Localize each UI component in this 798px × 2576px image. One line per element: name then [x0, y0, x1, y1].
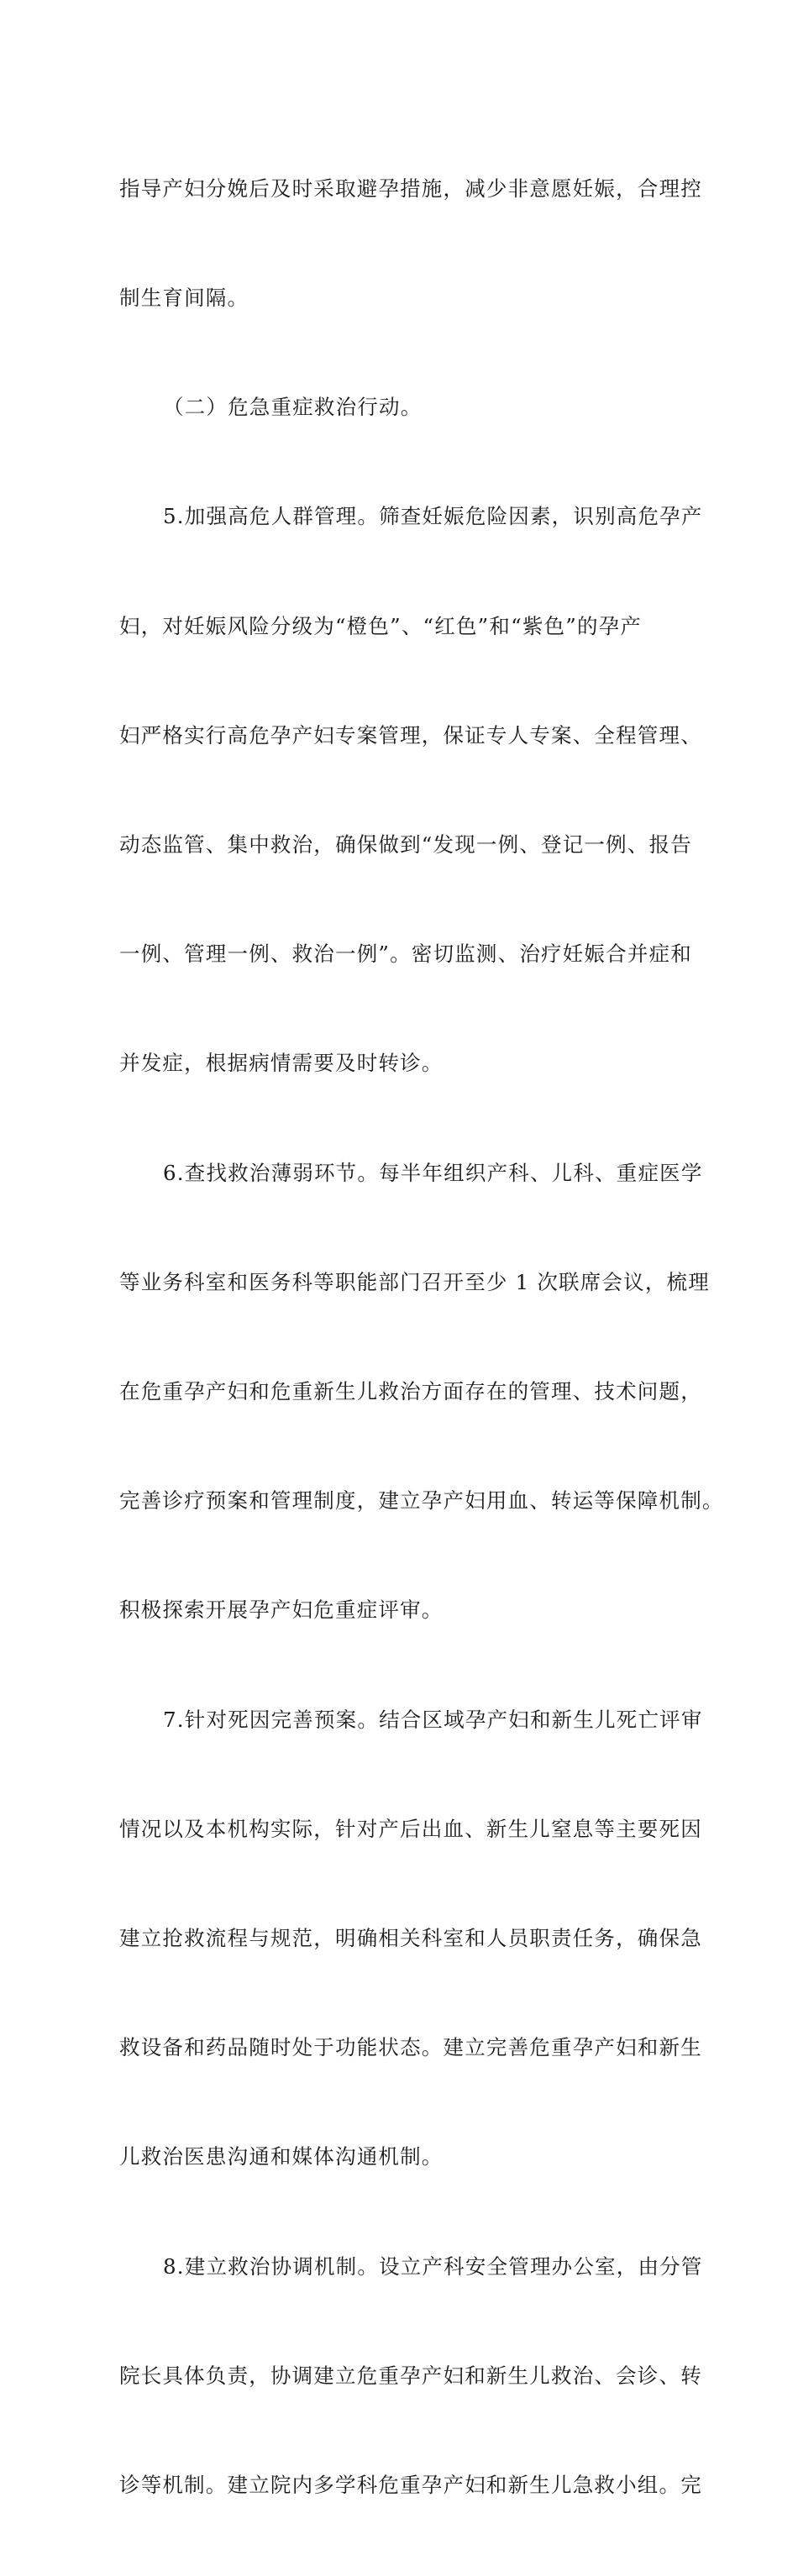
text-line: 5.加强高危人群管理。筛查妊娠危险因素，识别高危孕产 [163, 504, 703, 529]
document-body [119, 97, 724, 2576]
text-line: 动态监管、集中救治，确保做到“发现一例、登记一例、报告 [119, 832, 692, 858]
text-line: 建立抢救流程与规范，明确相关科室和人员职责任务，确保急 [119, 1926, 702, 1951]
text-line: 8.建立救治协调机制。设立产科安全管理办公室，由分管 [163, 2253, 703, 2279]
text-line: 制生育间隔。 [119, 286, 249, 311]
text-line: 情况以及本机构实际，针对产后出血、新生儿窒息等主要死因 [119, 1816, 702, 1841]
text-line: 并发症，根据病情需要及时转诊。 [119, 1051, 444, 1076]
text-line: 积极探索开展孕产妇危重症评审。 [119, 1598, 444, 1623]
text-line: 6.查找救治薄弱环节。每半年组织产科、儿科、重症医学 [163, 1160, 703, 1185]
text-line: 院长具体负责，协调建立危重孕产妇和新生儿救治、会诊、转 [119, 2363, 702, 2388]
text-line: 等业务科室和医务科等职能部门召开至少 1 次联席会议，梳理 [119, 1269, 710, 1294]
text-line: 妇严格实行高危孕产妇专案管理，保证专人专案、全程管理、 [119, 722, 702, 748]
section-heading: （二）危急重症救治行动。 [163, 395, 423, 420]
text-line: 7.针对死因完善预案。结合区域孕产妇和新生儿死亡评审 [163, 1707, 703, 1732]
text-line: 诊等机制。建立院内多学科危重孕产妇和新生儿急救小组。完 [119, 2473, 702, 2498]
text-line: 妇，对妊娠风险分级为“橙色”、“红色”和“紫色”的孕产 [119, 613, 643, 638]
text-line: 在危重孕产妇和危重新生儿救治方面存在的管理、技术问题， [119, 1379, 702, 1404]
text-line: 指导产妇分娩后及时采取避孕措施，减少非意愿妊娠，合理控 [119, 176, 702, 201]
text-line: 一例、管理一例、救治一例”。密切监测、治疗妊娠合并症和 [119, 942, 692, 967]
text-line: 儿救治医患沟通和媒体沟通机制。 [119, 2144, 444, 2169]
text-line: 救设备和药品随时处于功能状态。建立完善危重孕产妇和新生 [119, 2035, 702, 2060]
text-line: 完善诊疗预案和管理制度，建立孕产妇用血、转运等保障机制。 [119, 1488, 724, 1514]
